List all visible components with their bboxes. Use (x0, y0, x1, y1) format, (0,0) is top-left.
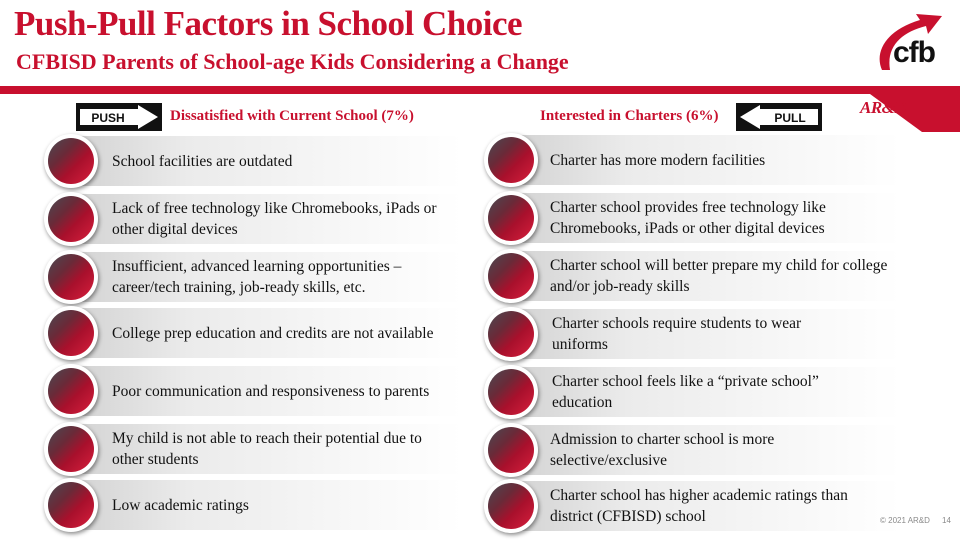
copyright: © 2021 AR&D (880, 516, 930, 525)
push-item (44, 252, 462, 302)
bullet-circle-icon (44, 134, 98, 188)
pull-item (484, 367, 900, 417)
page-number: 14 (942, 516, 951, 525)
cfb-logo: cfb (893, 36, 935, 69)
push-item (44, 194, 462, 244)
push-item-text: Lack of free technology like Chromebooks, iPads or other digital devices (112, 200, 437, 238)
push-item (44, 480, 462, 530)
push-sign-icon (76, 103, 162, 131)
pull-item (484, 193, 900, 243)
push-item (44, 424, 462, 474)
bullet-circle-icon (44, 422, 98, 476)
pull-item-text: Admission to charter school is more selective/exclusive (550, 431, 775, 469)
bullet-circle-icon (484, 307, 538, 361)
push-item (44, 136, 462, 186)
push-item-text: School facilities are outdated (112, 152, 293, 170)
bullet-circle-icon (484, 133, 538, 187)
push-sign-label: PUSH (91, 111, 125, 125)
push-heading: Dissatisfied with Current School (7%) (170, 108, 414, 124)
pull-sign-icon (736, 103, 822, 131)
pull-item (484, 481, 900, 531)
slide-title: Push-Pull Factors in School Choice (14, 4, 523, 43)
push-item-text: Low academic ratings (112, 496, 249, 514)
bullet-circle-icon (44, 192, 98, 246)
pull-item-text: Charter school provides free technology like Chromebooks, iPads or other digital devices (550, 199, 826, 237)
slide-subtitle: CFBISD Parents of School-age Kids Considering a Change (16, 49, 569, 74)
pull-item-text: Charter school feels like a “private school” education (552, 373, 819, 411)
bullet-circle-icon (44, 478, 98, 532)
pull-item (484, 309, 900, 359)
pull-heading: Interested in Charters (6%) (540, 108, 719, 124)
ard-logo: AR&D (860, 98, 907, 117)
pull-item-text: Charter school will better prepare my child for college and/or job-ready skills (550, 257, 888, 295)
bullet-circle-icon (44, 364, 98, 418)
pull-item-text: Charter schools require students to wear uniforms (552, 315, 802, 353)
pull-item-text: Charter has more modern facilities (550, 151, 766, 169)
push-item (44, 308, 462, 358)
header-band (0, 86, 960, 94)
push-item-text: My child is not able to reach their potential due to other students (112, 430, 422, 468)
pull-sign-label: PULL (774, 111, 806, 125)
bullet-circle-icon (484, 479, 538, 533)
push-item-text: College prep education and credits are not available (112, 324, 434, 342)
push-item-text: Insufficient, advanced learning opportunities – career/tech training, job-ready skills, etc. (112, 258, 402, 296)
push-item-text: Poor communication and responsiveness to parents (112, 382, 430, 400)
pull-item (484, 135, 900, 185)
bullet-circle-icon (484, 365, 538, 419)
pull-item-text: Charter school has higher academic ratings than district (CFBISD) school (550, 487, 848, 525)
push-item (44, 366, 462, 416)
bullet-circle-icon (484, 191, 538, 245)
bullet-circle-icon (44, 306, 98, 360)
bullet-circle-icon (44, 250, 98, 304)
pull-item (484, 425, 900, 475)
bullet-circle-icon (484, 423, 538, 477)
pull-item (484, 251, 900, 301)
bullet-circle-icon (484, 249, 538, 303)
